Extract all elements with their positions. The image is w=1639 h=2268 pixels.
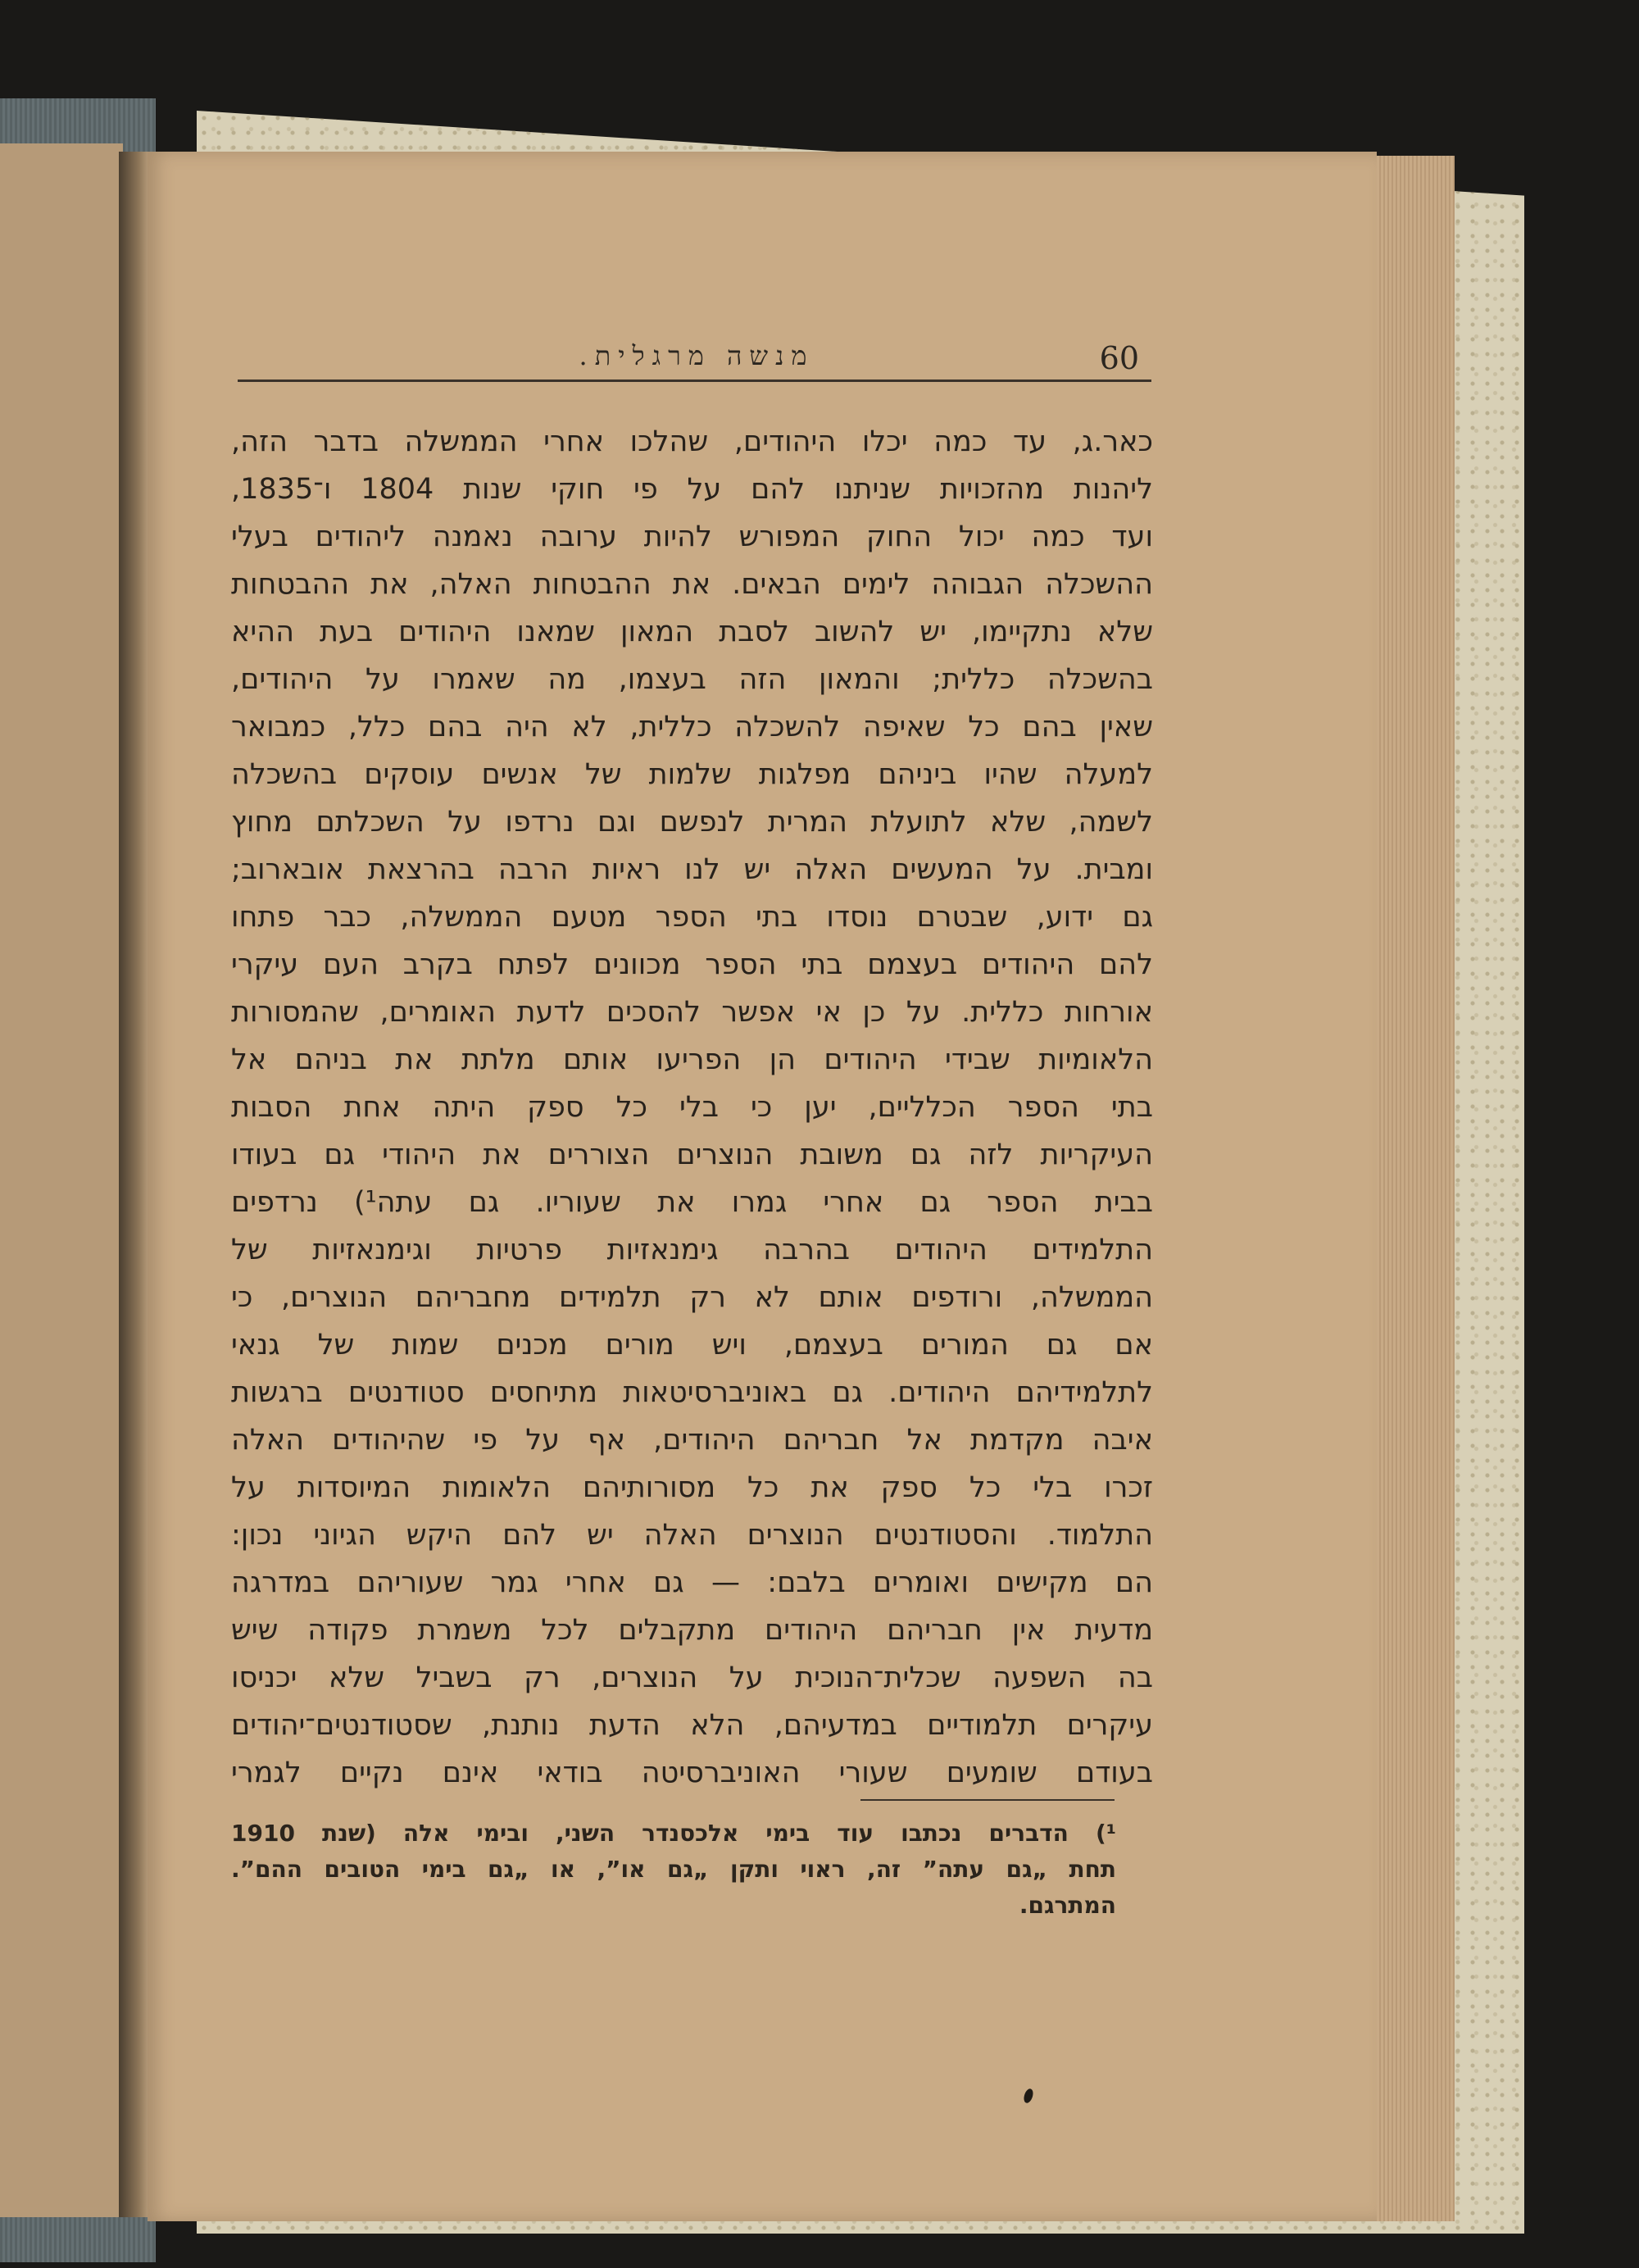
text-line: להם היהודים בעצמם בתי הספר מכוונים לפתח בקרב העם עיקרי (231, 948, 1153, 981)
text-line: אם גם המורים בעצמם, ויש מורים מכנים שמות של גנאי (231, 1329, 1153, 1361)
text-line: גם ידוע, שבטרם נוסדו בתי הספר מטעם הממשלה, כבר פתחו (231, 901, 1153, 934)
header-rule (238, 380, 1151, 382)
text-line: ומבית. על המעשים האלה יש לנו ראיות הרבה בהרצאת אובארוב; (231, 853, 1153, 886)
running-header (238, 340, 1155, 381)
text-line: בבית הספר גם אחרי גמרו את שעוריו. גם עתה¹) נרדפים (231, 1186, 1153, 1219)
footnotes (231, 1816, 1116, 1924)
text-line: הלאומיות שבידי היהודים הן הפריעו אותם מלתת את בניהם אל (231, 1043, 1153, 1076)
text-line: למעלה שהיו ביניהם מפלגות שלמות של אנשים עוסקים בהשכלה (231, 758, 1153, 791)
page-number: 60 (1099, 340, 1139, 376)
text-line: איבה מקדמת אל חבריהם היהודים, אף על פי שהיהודים האלה (231, 1424, 1153, 1457)
text-line: העיקריות לזה גם משובת הנוצרים הצוררים את היהודי גם בעודו (231, 1139, 1153, 1171)
text-line: מדעית אין חבריהם היהודים מתקבלים לכל משמרת פקודה שיש (231, 1614, 1153, 1647)
text-line: הם מקישים ואומרים בלבם: — גם אחרי גמר שעוריהם במדרגה (231, 1566, 1153, 1599)
running-title: מנשה מרגלית. (579, 340, 815, 371)
book-gutter (119, 152, 152, 2217)
text-line: בהשכלה כללית; והמאון הזה בעצמו, מה שאמרו על היהודים, (231, 663, 1153, 696)
page-block-edges (1377, 156, 1455, 2221)
text-line: התלמידים היהודים בהרבה גימנאזיות פרטיות וגימנאזיות של (231, 1234, 1153, 1266)
text-line: כאר.ג, עד כמה יכלו היהודים, שהלכו אחרי הממשלה בדבר הזה, (231, 425, 1153, 458)
text-line: בתי הספר הכלליים, יען כי בלי כל ספק היתה אחת הסבות (231, 1091, 1153, 1124)
text-line: לתלמידיהם היהודים. גם באוניברסיטאות מתיחסים סטודנטים ברגשות (231, 1376, 1153, 1409)
text-line: בה השפעה שכלית־הנוכית על הנוצרים, רק בשביל שלא יכניסו (231, 1661, 1153, 1694)
text-line: זכרו בלי כל ספק את כל מסורותיהם הלאומות המיוסדות על (231, 1471, 1153, 1504)
footnote-rule (860, 1799, 1115, 1801)
text-line: התלמוד. והסטודנטים הנוצרים האלה יש להם היקש הגיוני נכון: (231, 1519, 1153, 1552)
text-line: ההשכלה הגבוהה לימים הבאים. את ההבטחות האלה, את ההבטחות (231, 568, 1153, 601)
text-line: עיקרים תלמודיים במדעיהם, הלא הדעת נותנת, שסטודנטים־יהודים (231, 1709, 1153, 1742)
text-line: שאין בהם כל שאיפה להשכלה כללית, לא היה בהם כלל, כמבואר (231, 711, 1153, 743)
footnote-line: תחת „גם עתה” זה, ראוי ותקן „גם או”, או „גם בימי הטובים ההם”. (231, 1856, 1116, 1883)
body-text (231, 418, 1153, 1797)
text-line: שלא נתקיימו, יש להשוב לסבת המאון שמאנו היהודים בעת ההיא (231, 616, 1153, 648)
text-line: ליהנות מהזכויות שניתנו להם על פי חוקי שנות 1804 ו־1835, (231, 473, 1153, 506)
text-line: לשמה, שלא לתועלת המרית לנפשם וגם נרדפו על השכלתם מחוץ (231, 806, 1153, 839)
footnote-line: ¹) הדברים נכתבו עוד בימי אלכסנדר השני, ובימי אלה (שנת 1910 (231, 1820, 1116, 1847)
text-line: הממשלה, ורודפים אותם לא רק תלמידים מחבריהם הנוצרים, כי (231, 1281, 1153, 1314)
text-line: בעודם שומעים שעורי האוניברסיטה בודאי אינם נקיים לגמרי (231, 1757, 1153, 1789)
facing-page-edge (0, 143, 123, 2217)
text-line: ועד כמה יכול החוק המפורש להיות ערובה נאמנה ליהודים בעלי (231, 520, 1153, 553)
footnote-line: המתרגם. (1019, 1892, 1116, 1919)
text-line: אורחות כללית. על כן אי אפשר להסכים לדעת האומרים, שהמסורות (231, 996, 1153, 1029)
